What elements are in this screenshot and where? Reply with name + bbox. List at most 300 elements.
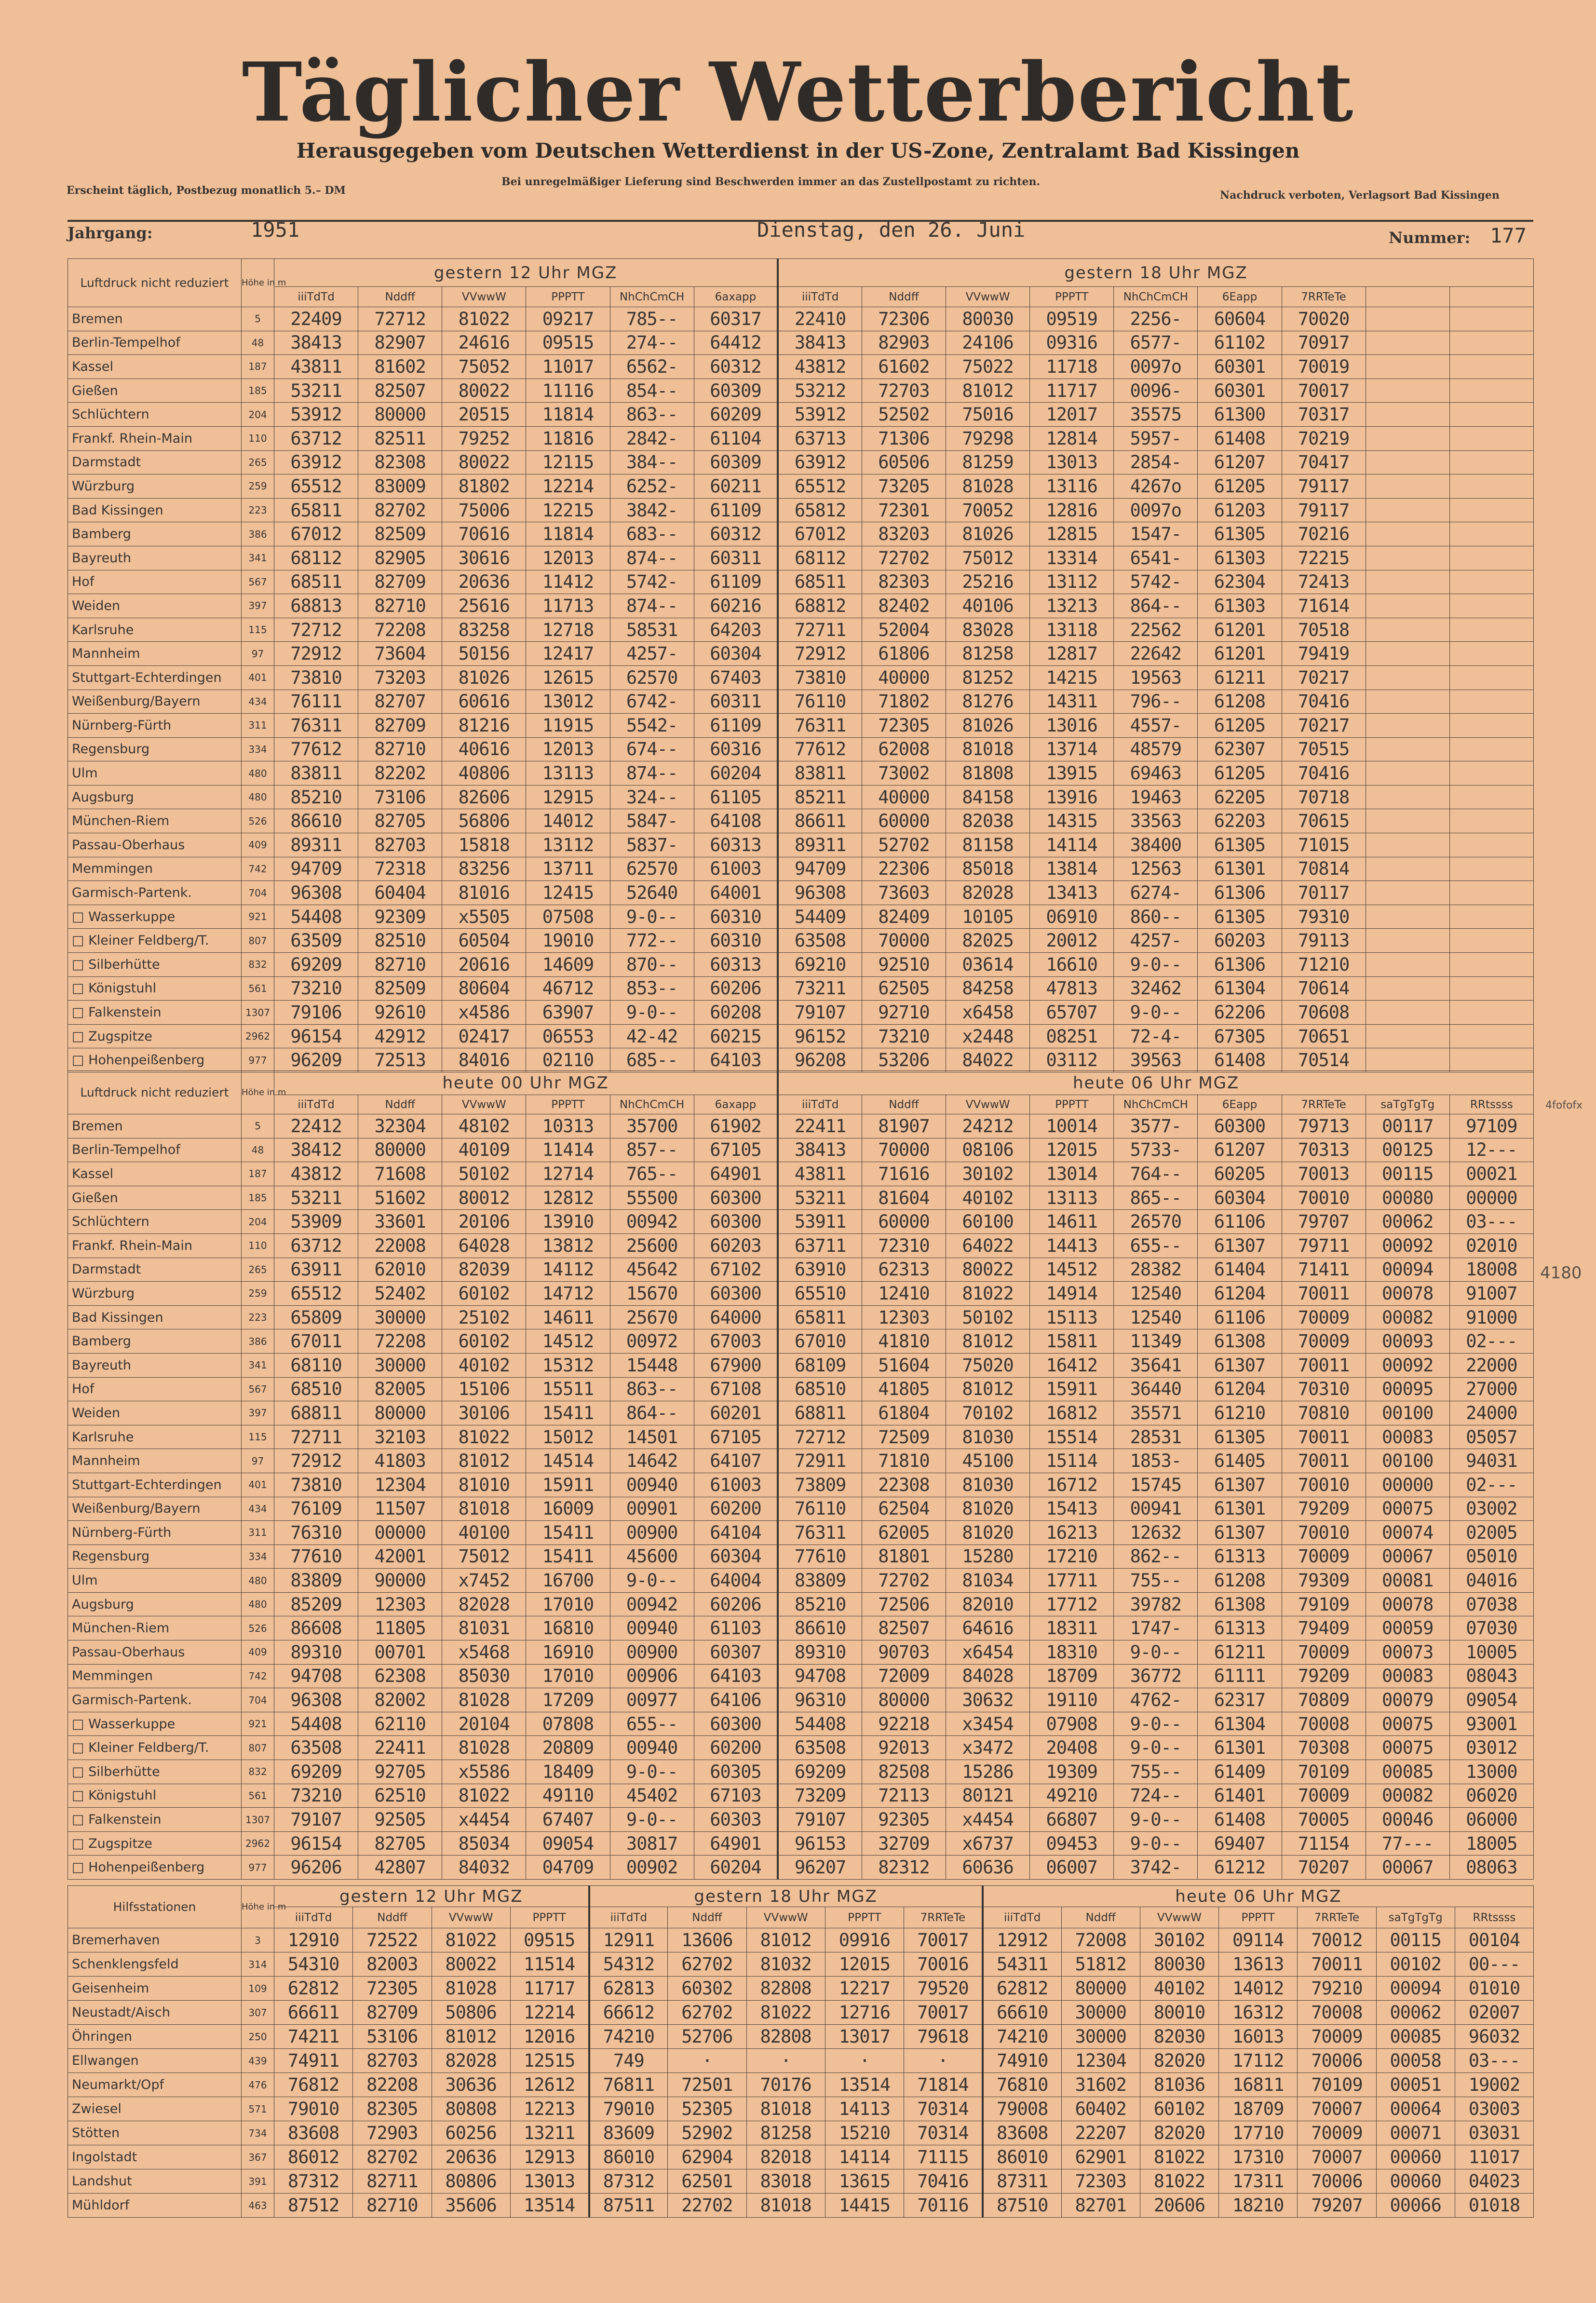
obs-value: 00000 xyxy=(1366,1473,1449,1497)
obs-value: 62307 xyxy=(1198,737,1282,761)
station-name: Gießen xyxy=(68,379,242,403)
obs-value: 60301 xyxy=(1198,355,1282,379)
obs-value xyxy=(1449,809,1533,833)
obs-value: 54408 xyxy=(274,905,358,929)
table-row xyxy=(68,1353,1534,1377)
table-row xyxy=(68,1497,1534,1521)
obs-value: 70109 xyxy=(1298,2073,1376,2097)
column-header: PPPTT xyxy=(526,287,610,307)
obs-value: 61401 xyxy=(1198,1784,1282,1808)
obs-value: 72912 xyxy=(274,642,358,666)
obs-value: 00060 xyxy=(1376,2145,1455,2169)
station-height: 480 xyxy=(242,761,274,786)
station-name: Schlüchtern xyxy=(68,403,242,427)
obs-value: 68811 xyxy=(274,1401,358,1425)
obs-value: 92710 xyxy=(862,1001,946,1025)
obs-value: 82018 xyxy=(746,2145,825,2169)
obs-value: 82508 xyxy=(862,1760,946,1784)
obs-value: 70010 xyxy=(1282,1186,1366,1210)
obs-value: 15511 xyxy=(526,1377,610,1401)
column-header: Nddff xyxy=(668,1907,746,1928)
obs-value: 60304 xyxy=(694,642,778,666)
obs-value: 61109 xyxy=(694,714,778,738)
obs-value: 81012 xyxy=(946,1377,1030,1401)
station-name: □ Zugspitze xyxy=(68,1024,242,1048)
obs-value: 13113 xyxy=(526,761,610,786)
column-header: 6Eapp xyxy=(1198,1095,1282,1114)
obs-value: 82511 xyxy=(358,426,442,450)
table-row xyxy=(68,1736,1534,1760)
table-row xyxy=(68,1377,1534,1401)
obs-value: 17310 xyxy=(1219,2145,1298,2169)
obs-value: 87312 xyxy=(274,2169,353,2194)
column-header: 7RRTeTe xyxy=(1298,1907,1376,1928)
obs-value xyxy=(1449,881,1533,905)
column-header: RRtssss xyxy=(1449,1095,1533,1114)
obs-value: 96152 xyxy=(778,1024,862,1048)
obs-value: 00115 xyxy=(1366,1162,1449,1186)
obs-value: 60304 xyxy=(694,1544,778,1569)
obs-value: 2842- xyxy=(610,426,694,450)
obs-value: 274-- xyxy=(610,331,694,355)
station-name: □ Kleiner Feldberg/T. xyxy=(68,1736,242,1760)
obs-value: 54409 xyxy=(778,905,862,929)
obs-value: 91000 xyxy=(1449,1305,1533,1329)
obs-value: 87512 xyxy=(274,2194,353,2218)
obs-value: 64616 xyxy=(946,1616,1030,1640)
obs-value: 00079 xyxy=(1366,1688,1449,1712)
obs-value: 75022 xyxy=(946,355,1030,379)
obs-value: 76311 xyxy=(274,714,358,738)
obs-value: 13012 xyxy=(526,690,610,714)
obs-value: 64001 xyxy=(694,881,778,905)
obs-value: 31602 xyxy=(1061,2073,1140,2097)
obs-value: 62110 xyxy=(358,1712,442,1736)
station-name: □ Zugspitze xyxy=(68,1831,242,1856)
obs-value: 25670 xyxy=(610,1305,694,1329)
obs-value xyxy=(1366,785,1449,809)
obs-value: 82710 xyxy=(358,953,442,977)
obs-value: 63712 xyxy=(274,426,358,450)
obs-value: 82020 xyxy=(1140,2121,1218,2145)
obs-value: 81010 xyxy=(442,1473,526,1497)
obs-value: 82028 xyxy=(946,881,1030,905)
obs-value: 53106 xyxy=(353,2025,432,2049)
obs-value: 60304 xyxy=(1198,1186,1282,1210)
station-height: 704 xyxy=(242,881,274,905)
obs-value: 07808 xyxy=(526,1712,610,1736)
obs-value: 81012 xyxy=(432,2025,510,2049)
obs-value: 13514 xyxy=(825,2073,904,2097)
obs-value xyxy=(1366,546,1449,570)
obs-value: 92705 xyxy=(358,1760,442,1784)
obs-value: 81018 xyxy=(746,2194,825,2218)
obs-value: 61207 xyxy=(1198,1138,1282,1162)
station-name: Kassel xyxy=(68,355,242,379)
obs-value: 81026 xyxy=(442,665,526,690)
obs-value: 02005 xyxy=(1449,1521,1533,1545)
station-name: Ulm xyxy=(68,761,242,786)
obs-value: 70308 xyxy=(1282,1736,1366,1760)
obs-value: 67102 xyxy=(694,1258,778,1282)
table-row xyxy=(68,953,1534,977)
station-height: 223 xyxy=(242,1305,274,1329)
obs-value: 82402 xyxy=(862,594,946,618)
obs-value xyxy=(1366,857,1449,881)
obs-value: 61109 xyxy=(694,570,778,594)
obs-value: 81802 xyxy=(442,474,526,499)
obs-value: 45600 xyxy=(610,1544,694,1569)
station-name: Bayreuth xyxy=(68,546,242,570)
obs-value: 12217 xyxy=(825,1977,904,2001)
table-row xyxy=(68,1952,1534,1977)
obs-value: 79309 xyxy=(1282,1569,1366,1593)
obs-value: 02007 xyxy=(1455,2001,1533,2025)
station-name: Würzburg xyxy=(68,1282,242,1306)
station-height: 311 xyxy=(242,1521,274,1545)
obs-value: 15413 xyxy=(1030,1497,1114,1521)
obs-value xyxy=(1449,976,1533,1001)
table-row xyxy=(68,2073,1534,2097)
table-row xyxy=(68,1640,1534,1665)
obs-value: 81022 xyxy=(746,2001,825,2025)
obs-value: 40616 xyxy=(442,737,526,761)
obs-value: 35606 xyxy=(432,2194,510,2218)
obs-value: 60504 xyxy=(442,929,526,953)
station-name: Bamberg xyxy=(68,1329,242,1354)
obs-value: 2256- xyxy=(1114,307,1198,331)
obs-value: 73810 xyxy=(778,665,862,690)
obs-value: 9-0-- xyxy=(1114,1640,1198,1665)
table-row xyxy=(68,331,1534,355)
obs-value: 71802 xyxy=(862,690,946,714)
obs-value: 60313 xyxy=(694,953,778,977)
obs-value: 92510 xyxy=(862,953,946,977)
station-name: Berlin-Tempelhof xyxy=(68,1138,242,1162)
obs-value: 70417 xyxy=(1282,450,1366,474)
obs-value: 15670 xyxy=(610,1282,694,1306)
obs-value: 83028 xyxy=(946,618,1030,642)
obs-value: 13112 xyxy=(1030,570,1114,594)
obs-value: 14415 xyxy=(825,2194,904,2218)
obs-value: 384-- xyxy=(610,450,694,474)
obs-value: 61203 xyxy=(1198,498,1282,522)
obs-value: 81020 xyxy=(946,1497,1030,1521)
obs-value: 52305 xyxy=(668,2097,746,2121)
obs-value: 12716 xyxy=(825,2001,904,2025)
obs-value: 13916 xyxy=(1030,785,1114,809)
obs-value: 5847- xyxy=(610,809,694,833)
obs-value: 09515 xyxy=(510,1928,589,1952)
obs-value: 85210 xyxy=(274,785,358,809)
obs-value: 60302 xyxy=(668,1977,746,2001)
obs-value: 70011 xyxy=(1282,1449,1366,1473)
obs-value: 15514 xyxy=(1030,1425,1114,1449)
obs-value: 655-- xyxy=(610,1712,694,1736)
obs-value: 12015 xyxy=(1030,1138,1114,1162)
station-name: Passau-Oberhaus xyxy=(68,1640,242,1665)
obs-value: 82202 xyxy=(358,761,442,786)
obs-value: 12540 xyxy=(1114,1305,1198,1329)
obs-value: 14914 xyxy=(1030,1282,1114,1306)
obs-value: 17711 xyxy=(1030,1569,1114,1593)
obs-value: 4762- xyxy=(1114,1688,1198,1712)
obs-value: 61208 xyxy=(1198,690,1282,714)
obs-value: 12304 xyxy=(1061,2049,1140,2073)
obs-value: 82305 xyxy=(353,2097,432,2121)
obs-value: 00901 xyxy=(610,1497,694,1521)
obs-value: 16811 xyxy=(1219,2073,1298,2097)
column-header: 7RRTeTe xyxy=(1282,287,1366,307)
obs-value xyxy=(1366,426,1449,450)
obs-value: 61003 xyxy=(694,857,778,881)
station-height: 391 xyxy=(242,2169,274,2194)
obs-value: 69209 xyxy=(274,953,358,977)
obs-value: 81026 xyxy=(946,714,1030,738)
obs-value xyxy=(1366,570,1449,594)
obs-value: x7452 xyxy=(442,1569,526,1593)
obs-value: 72903 xyxy=(353,2121,432,2145)
obs-value: 14114 xyxy=(825,2145,904,2169)
obs-value: 12912 xyxy=(983,1928,1061,1952)
table-row xyxy=(68,1425,1534,1449)
station-height: 48 xyxy=(242,1138,274,1162)
obs-value: 00064 xyxy=(1376,2097,1455,2121)
obs-value: 11412 xyxy=(526,570,610,594)
obs-value: 82303 xyxy=(862,570,946,594)
obs-value: 60309 xyxy=(694,379,778,403)
obs-value xyxy=(1449,450,1533,474)
obs-value: 60102 xyxy=(442,1282,526,1306)
column-header: PPPTT xyxy=(1030,1095,1114,1114)
obs-value xyxy=(1449,522,1533,546)
table-row xyxy=(68,905,1534,929)
obs-value: 46712 xyxy=(526,976,610,1001)
obs-value: 40102 xyxy=(946,1186,1030,1210)
station-height: 5 xyxy=(242,307,274,331)
station-height: 2962 xyxy=(242,1024,274,1048)
obs-value: 13116 xyxy=(1030,474,1114,499)
obs-value: 785-- xyxy=(610,307,694,331)
obs-value: 30000 xyxy=(1061,2001,1140,2025)
obs-value: 63911 xyxy=(274,1258,358,1282)
obs-value: 82701 xyxy=(1061,2194,1140,2218)
obs-value: 13615 xyxy=(825,2169,904,2194)
obs-value: 72113 xyxy=(862,1784,946,1808)
obs-value: 00085 xyxy=(1376,2025,1455,2049)
obs-value: 02--- xyxy=(1449,1473,1533,1497)
obs-value: 04709 xyxy=(526,1856,610,1880)
obs-value: 61306 xyxy=(1198,881,1282,905)
obs-value: 70012 xyxy=(1298,1928,1376,1952)
station-name: Ulm xyxy=(68,1569,242,1593)
obs-value: 53211 xyxy=(274,379,358,403)
obs-value: 75016 xyxy=(946,403,1030,427)
obs-value: 09054 xyxy=(1449,1688,1533,1712)
obs-value: 61307 xyxy=(1198,1473,1282,1497)
obs-value: 84158 xyxy=(946,785,1030,809)
obs-value: · xyxy=(825,2049,904,2073)
obs-value: 82510 xyxy=(358,929,442,953)
station-name: Bamberg xyxy=(68,522,242,546)
station-name: □ Falkenstein xyxy=(68,1808,242,1832)
obs-value: 00095 xyxy=(1366,1377,1449,1401)
obs-value: 90000 xyxy=(358,1569,442,1593)
obs-value: 77--- xyxy=(1366,1831,1449,1856)
obs-value: 12632 xyxy=(1114,1521,1198,1545)
obs-value: 36440 xyxy=(1114,1377,1198,1401)
obs-value xyxy=(1449,1001,1533,1025)
station-name: □ Hohenpeißenberg xyxy=(68,1856,242,1880)
obs-value: 12615 xyxy=(526,665,610,690)
obs-value: 71616 xyxy=(862,1162,946,1186)
obs-value: 02110 xyxy=(526,1048,610,1072)
column-header: PPPTT xyxy=(1219,1907,1298,1928)
obs-value: 63912 xyxy=(778,450,862,474)
station-header: Hilfsstationen xyxy=(68,1886,242,1928)
station-height: 807 xyxy=(242,1736,274,1760)
obs-value: 62005 xyxy=(862,1521,946,1545)
obs-value: 79117 xyxy=(1282,498,1366,522)
obs-value: 61806 xyxy=(862,642,946,666)
obs-value xyxy=(1449,594,1533,618)
obs-value: 33563 xyxy=(1114,809,1198,833)
obs-value: 70608 xyxy=(1282,1001,1366,1025)
obs-value: 62813 xyxy=(589,1977,668,2001)
table-row xyxy=(68,1210,1534,1234)
column-header: VVwwW xyxy=(442,1095,526,1114)
obs-value: 00701 xyxy=(358,1640,442,1665)
obs-value: x6458 xyxy=(946,1001,1030,1025)
table-row xyxy=(68,1592,1534,1616)
obs-value: 52640 xyxy=(610,881,694,905)
obs-value: 18005 xyxy=(1449,1831,1533,1856)
obs-value: 62570 xyxy=(610,857,694,881)
obs-value: 81018 xyxy=(946,737,1030,761)
obs-value: 00--- xyxy=(1455,1952,1533,1977)
table-hilfsstationen xyxy=(68,1885,1534,2218)
obs-value: 70109 xyxy=(1282,1760,1366,1784)
obs-value: 71015 xyxy=(1282,833,1366,857)
obs-value: 70117 xyxy=(1282,881,1366,905)
obs-value: 69463 xyxy=(1114,761,1198,786)
obs-value: 60311 xyxy=(694,546,778,570)
station-name: Neustadt/Aisch xyxy=(68,2001,242,2025)
obs-value: 18210 xyxy=(1219,2194,1298,2218)
obs-value: x6454 xyxy=(946,1640,1030,1665)
obs-value: 39563 xyxy=(1114,1048,1198,1072)
obs-value: 81028 xyxy=(432,1977,510,2001)
obs-value: 12215 xyxy=(526,498,610,522)
obs-value: 68109 xyxy=(778,1353,862,1377)
obs-value: 70518 xyxy=(1282,618,1366,642)
table-row xyxy=(68,2145,1534,2169)
table-row xyxy=(68,1114,1534,1138)
obs-value: 683-- xyxy=(610,522,694,546)
obs-value: 06000 xyxy=(1449,1808,1533,1832)
station-height: 48 xyxy=(242,331,274,355)
obs-value: 90703 xyxy=(862,1640,946,1665)
obs-value: 62501 xyxy=(668,2169,746,2194)
obs-value: 94709 xyxy=(274,857,358,881)
obs-value: 64104 xyxy=(694,1521,778,1545)
obs-value: 15106 xyxy=(442,1377,526,1401)
obs-value: 03614 xyxy=(946,953,1030,977)
obs-value: 82039 xyxy=(442,1258,526,1282)
obs-value: 11814 xyxy=(526,522,610,546)
obs-value: 17010 xyxy=(526,1664,610,1688)
obs-value: 04016 xyxy=(1449,1569,1533,1593)
table-row xyxy=(68,929,1534,953)
obs-value: 00080 xyxy=(1366,1186,1449,1210)
obs-value xyxy=(1366,474,1449,499)
obs-value: 5542- xyxy=(610,714,694,738)
obs-value: 00900 xyxy=(610,1521,694,1545)
obs-value: 71115 xyxy=(904,2145,983,2169)
obs-value: 79210 xyxy=(1298,1977,1376,2001)
obs-value: 80000 xyxy=(358,403,442,427)
obs-value: 82028 xyxy=(442,1592,526,1616)
station-height: 571 xyxy=(242,2097,274,2121)
obs-value: 16700 xyxy=(526,1569,610,1593)
obs-value: 70514 xyxy=(1282,1048,1366,1072)
obs-value: 60100 xyxy=(946,1210,1030,1234)
obs-value: 61307 xyxy=(1198,1233,1282,1258)
obs-value: 71411 xyxy=(1282,1258,1366,1282)
station-header: Luftdruck nicht reduziert xyxy=(68,259,242,307)
column-header: VVwwW xyxy=(442,287,526,307)
obs-value: 60209 xyxy=(694,403,778,427)
obs-value: 62510 xyxy=(358,1784,442,1808)
obs-value: 54311 xyxy=(983,1952,1061,1977)
column-header: iiiTdTd xyxy=(274,1907,353,1928)
table-row xyxy=(68,1928,1534,1952)
obs-value: 72522 xyxy=(353,1928,432,1952)
obs-value: 47813 xyxy=(1030,976,1114,1001)
obs-value: 12213 xyxy=(510,2097,589,2121)
obs-value: 00075 xyxy=(1366,1736,1449,1760)
station-height: 921 xyxy=(242,1712,274,1736)
obs-value: 92505 xyxy=(358,1808,442,1832)
table-row xyxy=(68,1831,1534,1856)
obs-value: 83811 xyxy=(778,761,862,786)
obs-value: 1747- xyxy=(1114,1616,1198,1640)
obs-value: 70176 xyxy=(746,2073,825,2097)
obs-value: 00940 xyxy=(610,1616,694,1640)
obs-value: 89311 xyxy=(778,833,862,857)
obs-value: 25600 xyxy=(610,1233,694,1258)
station-height: 807 xyxy=(242,929,274,953)
obs-value: 51604 xyxy=(862,1353,946,1377)
obs-value: 60102 xyxy=(1140,2097,1218,2121)
obs-value: 83018 xyxy=(746,2169,825,2194)
station-name: Bad Kissingen xyxy=(68,498,242,522)
obs-value: 75012 xyxy=(946,546,1030,570)
station-height: 977 xyxy=(242,1048,274,1072)
obs-value: 82702 xyxy=(358,498,442,522)
column-header: NhChCmCH xyxy=(1114,1095,1198,1114)
obs-value: 5742- xyxy=(610,570,694,594)
obs-value: 61409 xyxy=(1198,1760,1282,1784)
obs-value: 00073 xyxy=(1366,1640,1449,1665)
obs-value: 76109 xyxy=(274,1497,358,1521)
obs-value: 81158 xyxy=(946,833,1030,857)
obs-value: 77612 xyxy=(778,737,862,761)
station-name: Geisenheim xyxy=(68,1977,242,2001)
column-header-row xyxy=(68,1095,1534,1114)
obs-value: 00900 xyxy=(610,1640,694,1665)
table-row xyxy=(68,1186,1534,1210)
